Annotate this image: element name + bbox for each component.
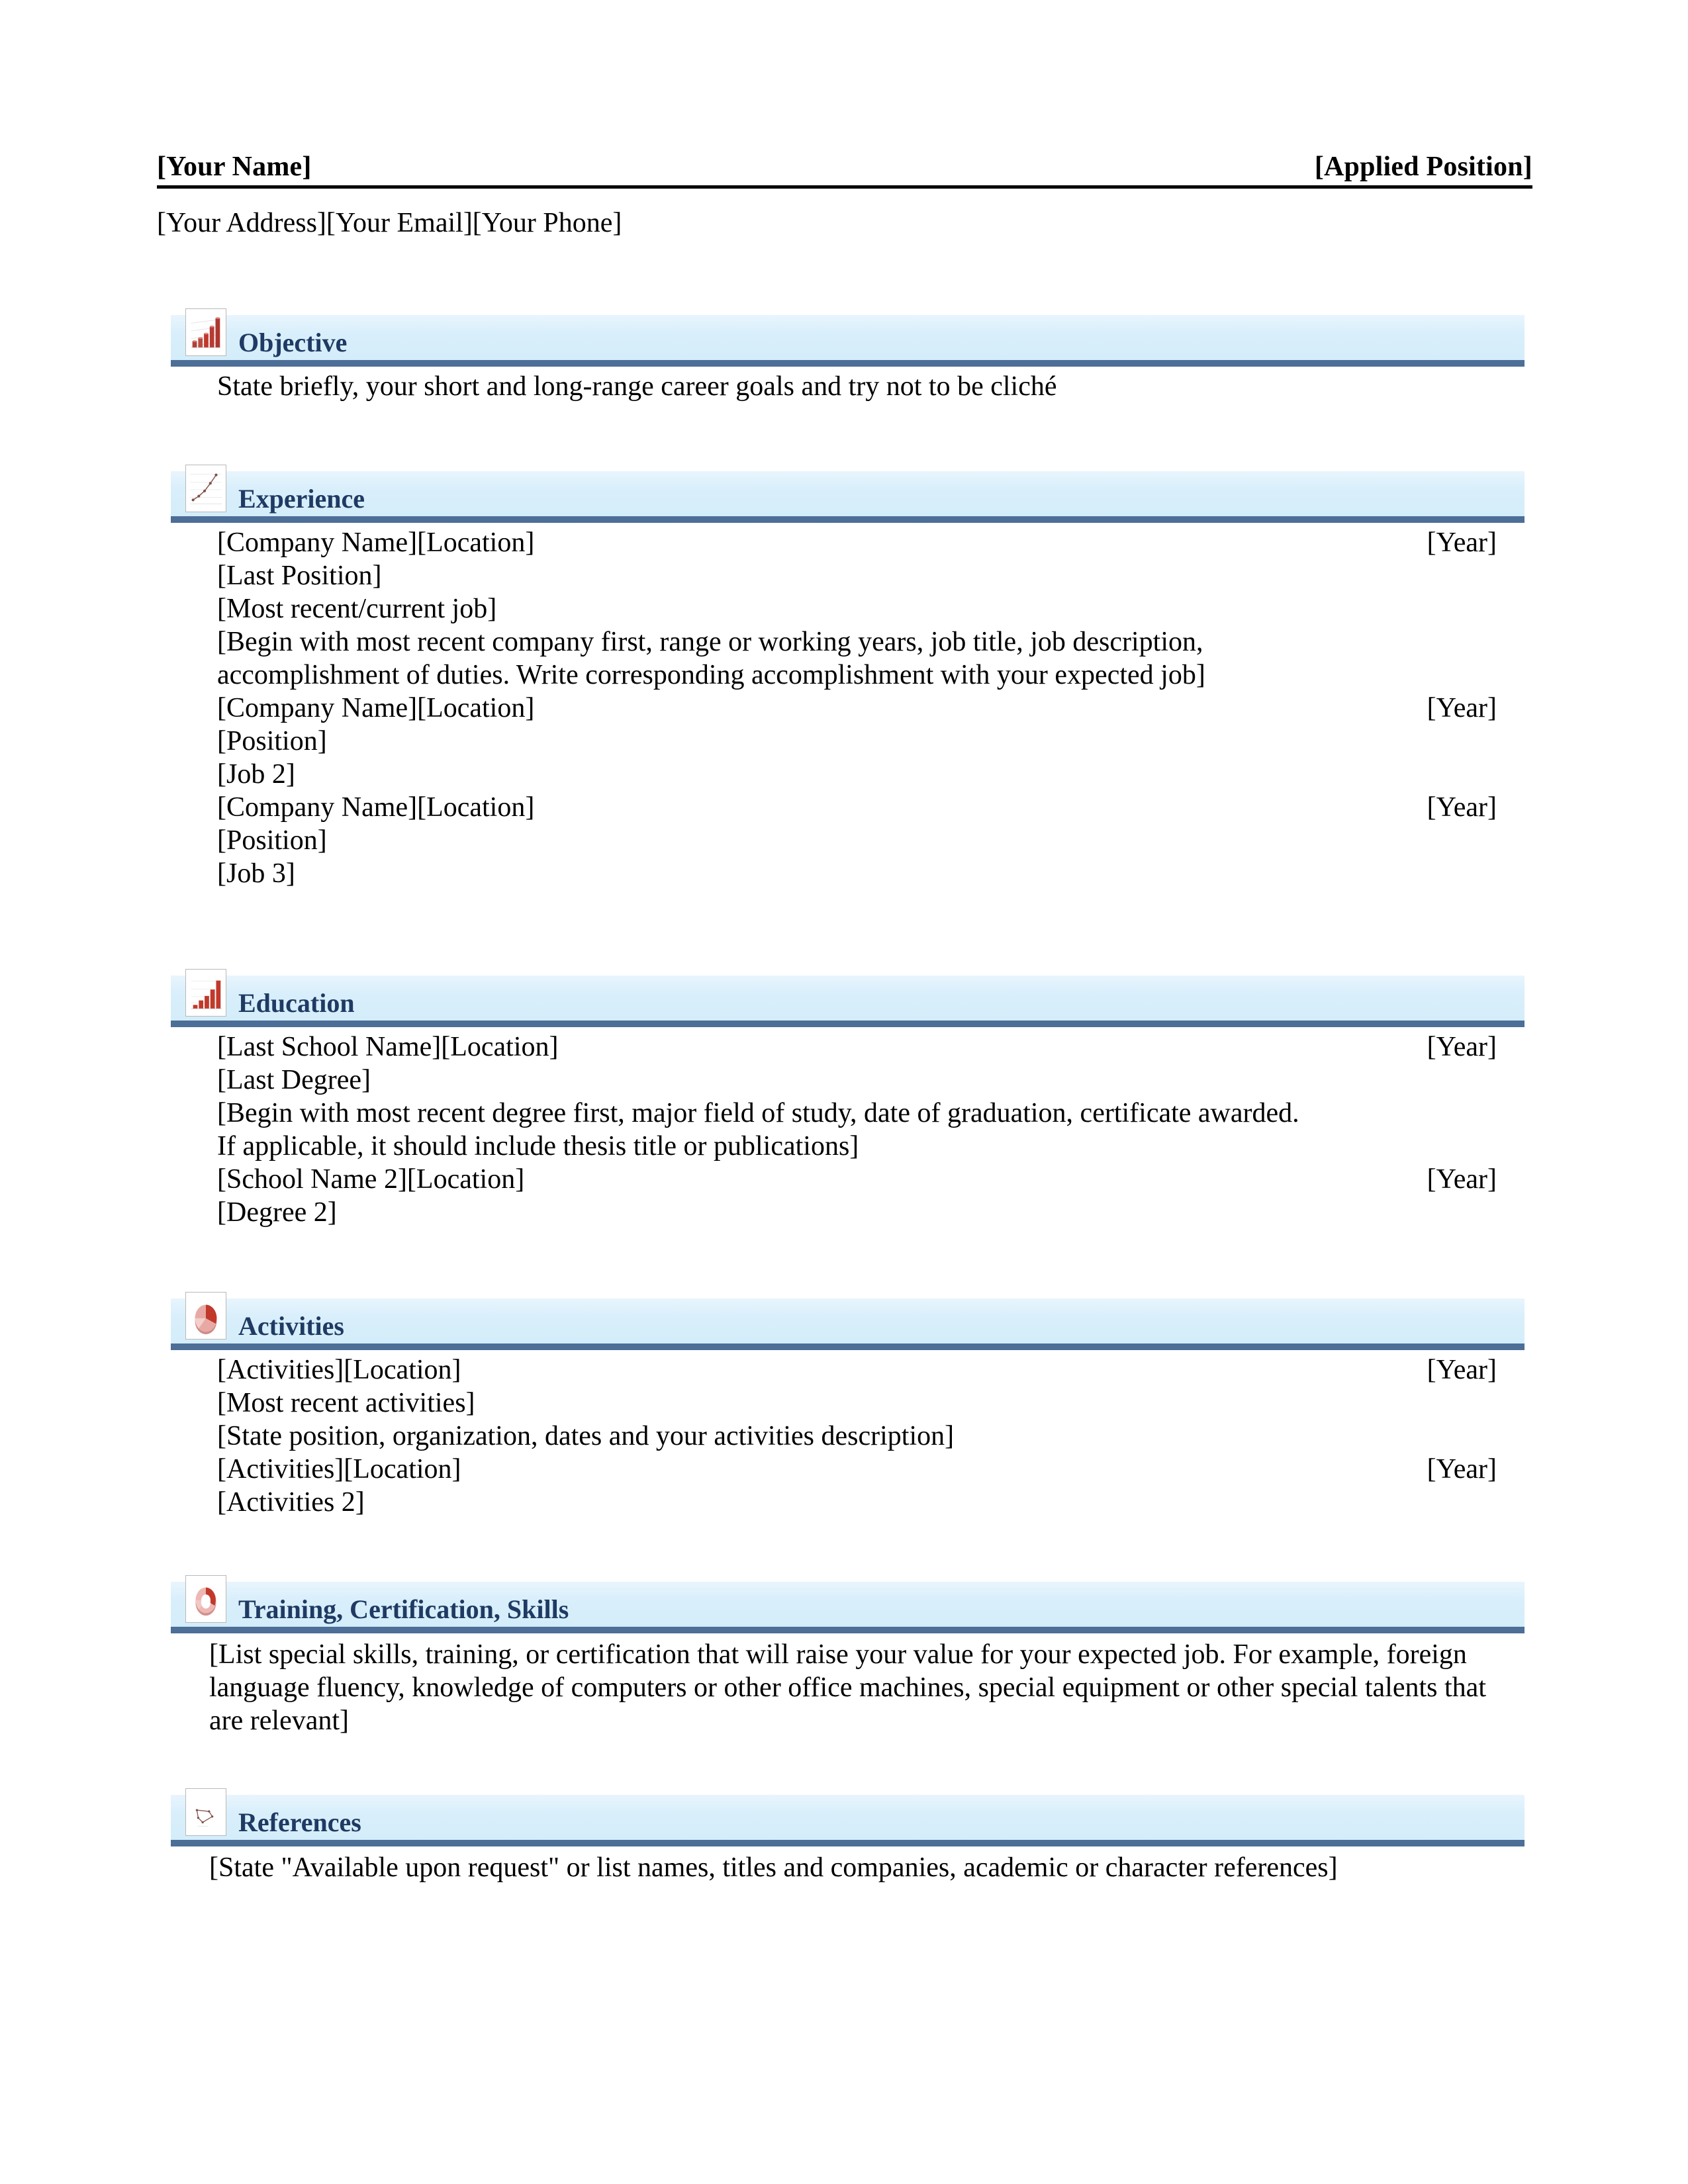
line-chart-icon xyxy=(185,465,226,512)
experience-year[interactable]: [Year] xyxy=(1427,792,1497,823)
section-skills xyxy=(171,1582,1524,1738)
skills-description[interactable]: [List special skills, training, or certification that will raise your value for your expected job. For example, foreign language fluency, knowledge of computers or other office machines, special equipment or other special talents that are relevant] xyxy=(209,1639,1486,1736)
experience-note[interactable]: [Job 2] xyxy=(217,758,295,790)
experience-year[interactable]: [Year] xyxy=(1427,527,1497,558)
experience-company[interactable]: [Company Name][Location] xyxy=(217,527,535,558)
experience-position[interactable]: [Position] xyxy=(217,725,327,756)
section-experience xyxy=(171,471,1524,891)
education-entry-row xyxy=(217,1031,1524,1064)
section-education xyxy=(171,976,1524,1230)
section-title-education: Education xyxy=(238,988,355,1018)
section-references xyxy=(171,1795,1524,1885)
pie-chart-icon xyxy=(185,1292,226,1340)
bar-chart-3d-icon xyxy=(185,308,226,356)
references-description[interactable]: [State "Available upon request" or list names, titles and companies, academic or character references] xyxy=(209,1852,1338,1883)
section-header-bar-references xyxy=(171,1795,1524,1846)
experience-year[interactable]: [Year] xyxy=(1427,692,1497,723)
education-degree[interactable]: [Degree 2] xyxy=(217,1197,337,1228)
experience-note[interactable]: [Most recent/current job] xyxy=(217,593,497,624)
experience-entry-row xyxy=(217,792,1524,825)
education-entry-row xyxy=(217,1163,1524,1197)
activities-description[interactable]: [State position, organization, dates and your activities description] xyxy=(217,1420,955,1451)
activities-name[interactable]: [Activities][Location] xyxy=(217,1453,461,1484)
experience-company[interactable]: [Company Name][Location] xyxy=(217,692,535,723)
section-title-experience: Experience xyxy=(238,484,365,514)
section-title-skills: Training, Certification, Skills xyxy=(238,1594,569,1624)
experience-company[interactable]: [Company Name][Location] xyxy=(217,792,535,823)
section-body-education xyxy=(171,1027,1524,1230)
education-school[interactable]: [Last School Name][Location] xyxy=(217,1032,559,1062)
section-header-bar-experience xyxy=(171,471,1524,523)
bar-chart-flat-icon xyxy=(185,969,226,1017)
applicant-name[interactable]: [Your Name] xyxy=(157,152,312,182)
section-body-objective xyxy=(171,367,1524,404)
education-year[interactable]: [Year] xyxy=(1427,1032,1497,1062)
education-school[interactable]: [School Name 2][Location] xyxy=(217,1163,525,1195)
experience-position[interactable]: [Position] xyxy=(217,825,327,856)
section-body-activities xyxy=(171,1350,1524,1520)
section-title-objective: Objective xyxy=(238,328,348,357)
contact-line[interactable]: [Your Address][Your Email][Your Phone] xyxy=(157,208,622,238)
activities-year[interactable]: [Year] xyxy=(1427,1355,1497,1385)
section-header-bar-activities xyxy=(171,1298,1524,1350)
radar-chart-icon xyxy=(185,1788,226,1836)
activities-name[interactable]: [Activities][Location] xyxy=(217,1355,461,1385)
doughnut-chart-icon xyxy=(185,1575,226,1623)
section-header-bar-skills xyxy=(171,1582,1524,1633)
experience-position[interactable]: [Last Position] xyxy=(217,560,382,591)
activities-year[interactable]: [Year] xyxy=(1427,1453,1497,1484)
activities-recent[interactable]: [Most recent activities] xyxy=(217,1387,475,1418)
activities-entry-row xyxy=(217,1453,1524,1486)
experience-note[interactable]: [Job 3] xyxy=(217,858,295,889)
section-title-references: References xyxy=(238,1807,361,1837)
section-header-bar-education xyxy=(171,976,1524,1027)
experience-entry-row xyxy=(217,527,1524,560)
education-year[interactable]: [Year] xyxy=(1427,1163,1497,1195)
section-header-bar-objective xyxy=(171,315,1524,367)
section-activities xyxy=(171,1298,1524,1520)
applied-position[interactable]: [Applied Position] xyxy=(1314,152,1532,182)
section-body-experience xyxy=(171,523,1524,891)
section-objective xyxy=(171,315,1524,404)
experience-entry-row xyxy=(217,692,1524,725)
education-degree[interactable]: [Last Degree] xyxy=(217,1064,371,1095)
header-name-row xyxy=(157,151,1532,189)
experience-description[interactable]: [Begin with most recent company first, range or working years, job title, job description, accomplishment of duties. Write corresponding accomplishment with your expected job] xyxy=(217,626,1205,690)
activities-entry-row xyxy=(217,1354,1524,1387)
objective-text[interactable]: State briefly, your short and long-range career goals and try not to be cliché xyxy=(217,371,1057,402)
education-description[interactable]: [Begin with most recent degree first, major field of study, date of graduation, certificate awarded. If applicable, it should include thesis title or publications] xyxy=(217,1097,1299,1161)
section-title-activities: Activities xyxy=(238,1311,344,1341)
document-header xyxy=(157,151,1532,239)
activities-second[interactable]: [Activities 2] xyxy=(217,1486,365,1518)
